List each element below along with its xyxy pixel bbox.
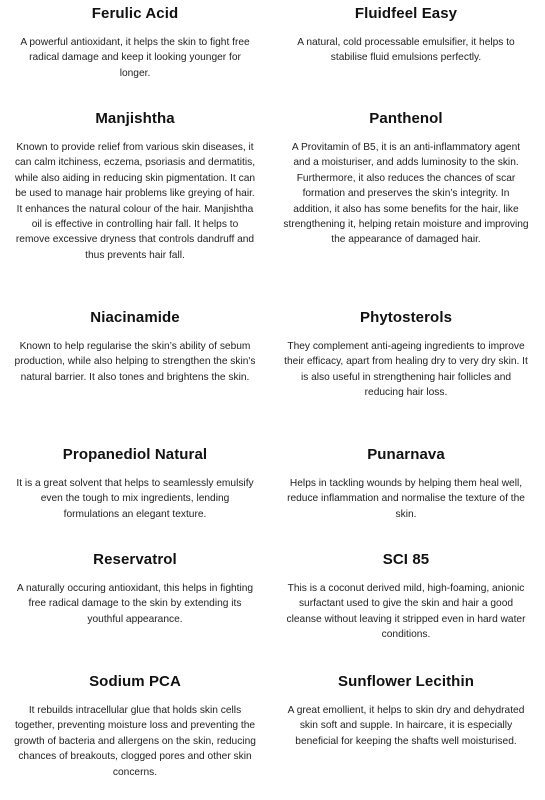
ingredient-description: This is a coconut derived mild, high-foaming, anionic surfactant used to give the skin and hair a good cleanse without leaving it stripped even in hard water conditions.: [286, 583, 526, 641]
ingredient-card-phytosterols: [282, 309, 530, 401]
ingredient-card-reservatrol: [14, 551, 256, 627]
ingredient-card-sci-85: [282, 551, 530, 643]
ingredient-description: They complement anti-ageing ingredients to improve their efficacy, apart from healing dry to very dry skin. It is also useful in strengthening hair follicles and reducing hair loss.: [284, 341, 528, 399]
ingredient-title: Manjishtha: [95, 110, 175, 127]
ingredient-description: Known to help regularise the skin’s ability of sebum production, while also helping to strengthen the skin's natural barrier. It also tones and brightens the skin.: [14, 341, 256, 383]
ingredient-title: Panthenol: [369, 110, 443, 127]
ingredient-description: A natural, cold processable emulsifier, it helps to stabilise fluid emulsions perfectly.: [297, 37, 515, 64]
ingredient-title: Sodium PCA: [89, 673, 181, 690]
ingredient-card-sodium-pca: [14, 673, 256, 780]
ingredient-card-panthenol: [282, 110, 530, 248]
ingredient-description: A naturally occuring antioxidant, this helps in fighting free radical damage to the skin by extending its youthful appearance.: [16, 583, 254, 625]
ingredient-card-ferulic-acid: [14, 5, 256, 81]
ingredient-card-niacinamide: [14, 309, 256, 385]
ingredient-title: Punarnava: [367, 446, 445, 463]
ingredient-title: SCI 85: [382, 551, 430, 568]
ingredient-description: Helps in tackling wounds by helping them heal well, reduce inflammation and normalise the texture of the skin.: [287, 478, 525, 520]
ingredient-card-punarnava: [282, 446, 530, 522]
ingredient-card-fluidfeel-easy: [282, 5, 530, 66]
ingredient-description: Known to provide relief from various skin diseases, it can calm itchiness, eczema, psoriasis and dermatitis, while also aiding in reducing skin pigmentation. It can be used to manage hair problems like greying of hair. It enhances the natural colour of the hair. Manjishtha oil is effective in controlling hair fall. It helps to remove excessive dryness that controls dandruff and thus prevents hair fall.: [14, 142, 256, 261]
ingredient-card-propanediol-natural: [14, 446, 256, 522]
ingredient-title: Reservatrol: [93, 551, 177, 568]
ingredient-title: Niacinamide: [90, 309, 180, 326]
ingredient-description: It is a great solvent that helps to seamlessly emulsify even the tough to mix ingredients, lending formulations an elegant texture.: [16, 478, 254, 520]
ingredient-card-manjishtha: [14, 110, 256, 263]
ingredient-card-sunflower-lecithin: [282, 673, 530, 749]
ingredient-description: It rebuilds intracellular glue that holds skin cells together, preventing moisture loss and preventing the growth of bacteria and allergens on the skin, reducing chances of breakouts, clogged pores and other skin concerns.: [14, 705, 256, 778]
ingredient-title: Ferulic Acid: [91, 5, 179, 22]
ingredient-description: A great emollient, it helps to skin dry and dehydrated skin soft and supple. In haircare, it is especially beneficial for keeping the shafts well moisturised.: [287, 705, 525, 747]
ingredient-title: Sunflower Lecithin: [338, 673, 474, 690]
ingredient-title: Fluidfeel Easy: [354, 5, 458, 22]
ingredient-title: Propanediol Natural: [62, 446, 208, 463]
ingredient-description: A Provitamin of B5, it is an anti-inflammatory agent and a moisturiser, and adds luminosity to the skin. Furthermore, it also reduces the chances of scar formation and preserves the skin’s integrity. In addition, it also has some benefits for the hair, like strengthening it, helping retain moisture and improving the appearance of damaged hair.: [283, 142, 529, 246]
ingredient-description: A powerful antioxidant, it helps the skin to fight free radical damage and keep it looking younger for longer.: [20, 37, 250, 79]
ingredient-title: Phytosterols: [359, 309, 453, 326]
